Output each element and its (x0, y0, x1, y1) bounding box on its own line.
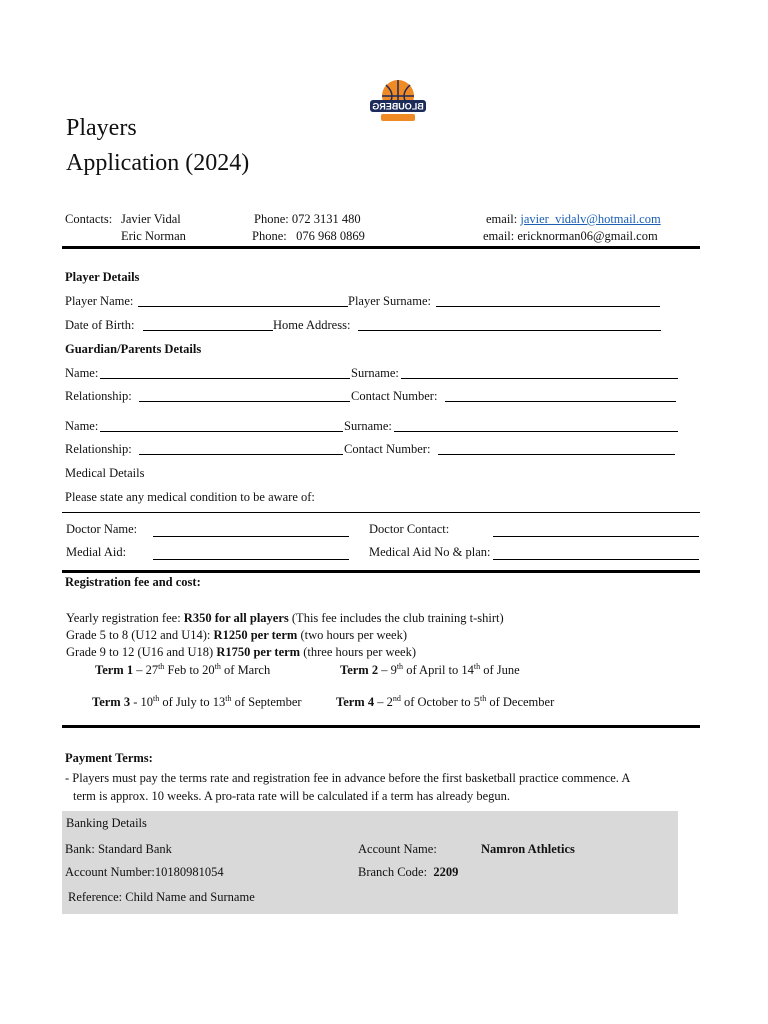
guardian2-name-label: Name: (65, 419, 99, 433)
branch-code: Branch Code: 2209 (358, 865, 459, 879)
guardian2-surname-label: Surname: (344, 419, 392, 433)
guardian-heading: Guardian/Parents Details (65, 342, 202, 356)
player-surname-field[interactable] (436, 306, 660, 307)
email-link[interactable]: javier_vidalv@hotmail.com (520, 212, 661, 226)
banking-heading: Banking Details (66, 816, 147, 830)
registration-heading: Registration fee and cost: (65, 575, 201, 589)
doctor-name-label: Doctor Name: (66, 522, 138, 536)
term-1: Term 1 – 27th Feb to 20th of March (95, 661, 271, 677)
guardian1-surname-field[interactable] (401, 378, 678, 379)
payment-line-2: term is approx. 10 weeks. A pro-rata rate will be calculated if a term has already begun. (73, 789, 510, 803)
account-number: Account Number:10180981054 (65, 865, 224, 879)
contact-phone-2: Phone: 076 968 0869 (252, 229, 365, 243)
medical-aid-label: Medial Aid: (66, 545, 127, 559)
grade1-fee-line: Grade 5 to 8 (U12 and U14): R1250 per term (two hours per week) (66, 628, 408, 642)
guardian2-surname-field[interactable] (394, 431, 678, 432)
guardian1-contact-label: Contact Number: (351, 389, 438, 403)
payment-line-1: - Players must pay the terms rate and registration fee in advance before the first basketball practice commence. A (65, 771, 631, 785)
guardian2-relationship-label: Relationship: (65, 442, 132, 456)
term-4: Term 4 – 2nd of October to 5th of December (336, 693, 555, 709)
contact-name-1: Javier Vidal (121, 212, 181, 226)
doctor-contact-label: Doctor Contact: (369, 522, 450, 536)
contact-email-1: email: javier_vidalv@hotmail.com (486, 212, 661, 226)
contact-phone-1: Phone: 072 3131 480 (254, 212, 361, 226)
dob-field[interactable] (143, 330, 273, 331)
doctor-name-field[interactable] (153, 536, 349, 537)
guardian2-contact-label: Contact Number: (344, 442, 431, 456)
medical-aid-no-field[interactable] (493, 559, 699, 560)
guardian1-relationship-field[interactable] (139, 401, 350, 402)
home-address-label: Home Address: (273, 318, 351, 332)
contact-email-2: email: ericknorman06@gmail.com (483, 229, 658, 243)
guardian2-contact-field[interactable] (438, 454, 675, 455)
guardian1-name-label: Name: (65, 366, 99, 380)
term-2: Term 2 – 9th of April to 14th of June (340, 661, 520, 677)
player-details-heading: Player Details (65, 270, 140, 284)
medical-aid-field[interactable] (153, 559, 349, 560)
page-title-line2: Application (2024) (66, 150, 250, 176)
term-3: Term 3 - 10th of July to 13th of September (92, 693, 302, 709)
medical-aid-no-label: Medical Aid No & plan: (369, 545, 491, 559)
divider (62, 725, 700, 728)
club-logo (367, 76, 429, 126)
player-name-label: Player Name: (65, 294, 134, 308)
divider (62, 246, 700, 249)
guardian1-relationship-label: Relationship: (65, 389, 132, 403)
medical-heading: Medical Details (65, 466, 145, 480)
payment-heading: Payment Terms: (65, 751, 153, 765)
payment-reference: Reference: Child Name and Surname (68, 890, 255, 904)
divider (62, 570, 700, 573)
logo-text: BLOUBERG (372, 101, 424, 112)
guardian1-name-field[interactable] (100, 378, 350, 379)
player-surname-label: Player Surname: (348, 294, 431, 308)
grade2-fee-line: Grade 9 to 12 (U16 and U18) R1750 per term (three hours per week) (66, 645, 417, 659)
guardian2-relationship-field[interactable] (139, 454, 343, 455)
doctor-contact-field[interactable] (493, 536, 699, 537)
page-title-line1: Players (66, 115, 137, 141)
account-name-label: Account Name: (358, 842, 437, 856)
guardian1-surname-label: Surname: (351, 366, 399, 380)
guardian1-contact-field[interactable] (445, 401, 676, 402)
contact-name-2: Eric Norman (121, 229, 186, 243)
guardian2-name-field[interactable] (100, 431, 343, 432)
yearly-fee-line: Yearly registration fee: R350 for all players (This fee includes the club training t-shirt) (66, 611, 504, 625)
bank-name: Bank: Standard Bank (65, 842, 172, 856)
medical-condition-line[interactable] (62, 512, 700, 513)
account-name-value: Namron Athletics (481, 842, 575, 856)
player-name-field[interactable] (138, 306, 348, 307)
medical-prompt: Please state any medical condition to be aware of: (65, 490, 315, 504)
home-address-field[interactable] (358, 330, 661, 331)
dob-label: Date of Birth: (65, 318, 135, 332)
contacts-label: Contacts: (65, 212, 113, 226)
